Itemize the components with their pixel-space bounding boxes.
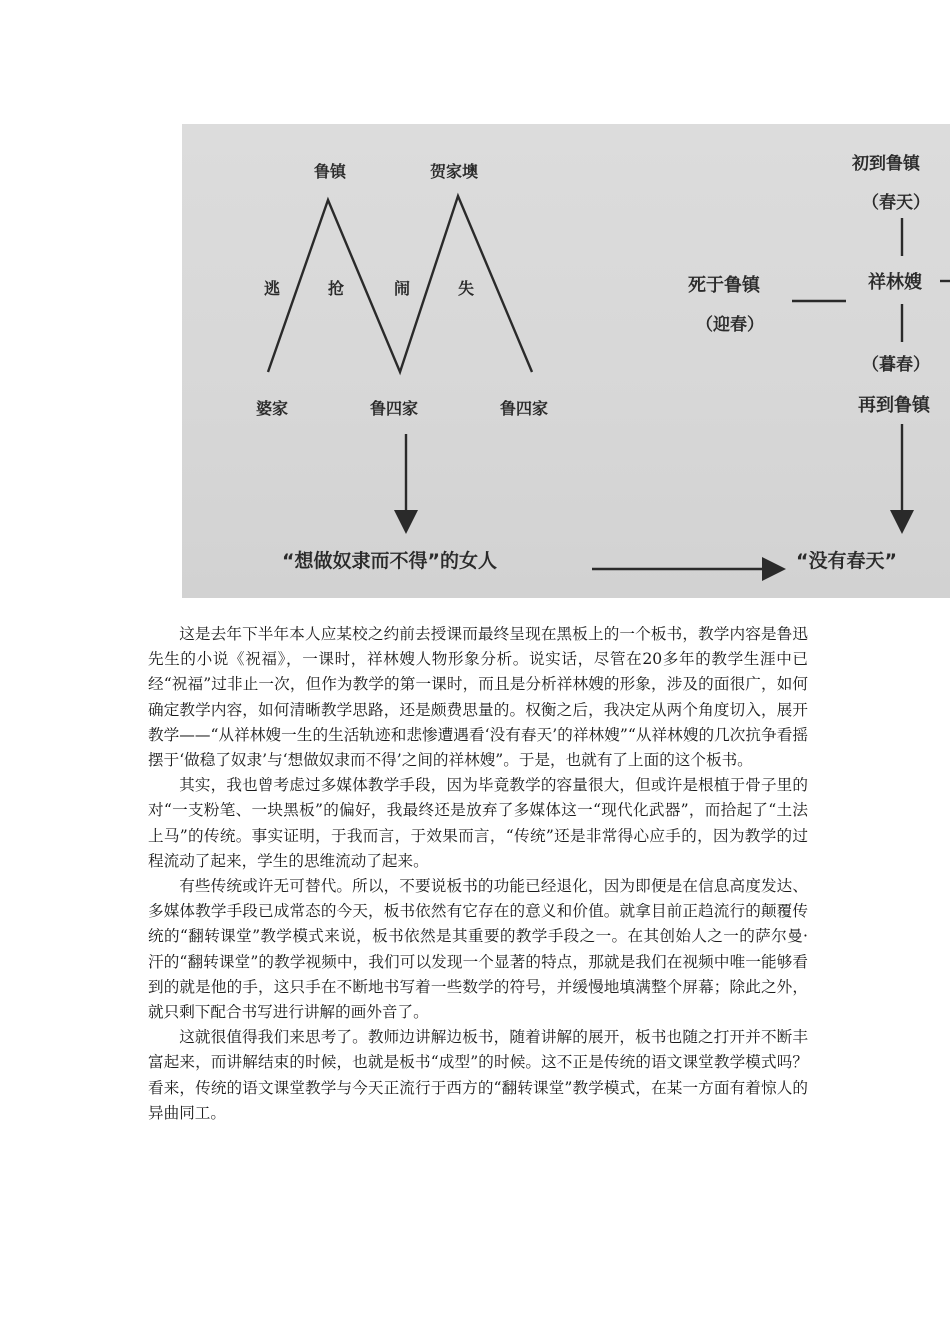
bottom-label-lusi-1: 鲁四家 bbox=[370, 399, 419, 418]
right-bottom: 再到鲁镇 bbox=[858, 395, 930, 416]
bottom-label-lusi-2: 鲁四家 bbox=[500, 399, 549, 418]
right-left-season: （迎春） bbox=[696, 315, 764, 335]
bottom-label-inlaws: 婆家 bbox=[256, 399, 289, 418]
edge-label-lose: 失 bbox=[458, 279, 475, 298]
paragraph-3: 有些传统或许无可替代。所以，不要说板书的功能已经退化，因为即便是在信息高度发达、多媒体教学手段已成常态的今天，板书依然有它存在的意义和价值。就拿目前正趋流行的颠覆传统的“翻转课堂”教学模式来说，板书依然是其重要的教学手段之一。在其创始人之一的萨尔曼·汗的“翻转课堂”的教学视频中，我们可以发现一个显著的特点，那就是我们在视频中唯一能够看到的就是他的手，这只手在不断地书写着一些数学的符号，并缓慢地填满整个屏幕；除此之外，就只剩下配合书写进行讲解的画外音了。 bbox=[148, 877, 808, 1022]
paragraph-1: 这是去年下半年本人应某校之约前去授课而最终呈现在黑板上的一个板书，教学内容是鲁迅先生的小说《祝福》，一课时，祥林嫂人物形象分析。说实话，尽管在20多年的教学生涯中已经“祝福”过非止一次，但作为教学的第一课时，而且是分析祥林嫂的形象，涉及的面很广，如何确定教学内容，如何清晰教学思路，还是颇费思量的。权衡之后，我决定从两个角度切入，展开教学——“从祥林嫂一生的生活轨迹和悲惨遭遇看‘没有春天’的祥林嫂”“从祥林嫂的几次抗争看摇摆于‘做稳了奴隶’与‘想做奴隶而不得’之间的祥林嫂”。于是，也就有了上面的这个板书。 bbox=[148, 625, 808, 770]
top-label-hejiaao: 贺家墺 bbox=[430, 162, 479, 181]
edge-label-flee: 逃 bbox=[264, 279, 281, 298]
edge-label-fight: 闹 bbox=[394, 279, 411, 298]
paragraph-4: 这就很值得我们来思考了。教师边讲解边板书，随着讲解的展开，板书也随之打开并不断丰富起来，而讲解结束的时候，也就是板书“成型”的时候。这不正是传统的语文课堂教学模式吗？看来，传统的语文课堂教学与今天正流行于西方的“翻转课堂”教学模式，在某一方面有着惊人的异曲同工。 bbox=[148, 1028, 808, 1122]
right-center: 祥林嫂 bbox=[868, 272, 922, 293]
paragraph-2: 其实，我也曾考虑过多媒体教学手段，因为毕竟教学的容量很大，但或许是根植于骨子里的对“一支粉笔、一块黑板”的偏好，我最终还是放弃了多媒体这一“现代化武器”，而拾起了“土法上马”的传统。事实证明，于我而言，于效果而言，“传统”还是非常得心应手的，因为教学的过程流动了起来，学生的思维流动了起来。 bbox=[148, 776, 808, 870]
right-top: 初到鲁镇 bbox=[852, 154, 920, 174]
blackboard-photo bbox=[182, 124, 950, 598]
right-top-season: （春天） bbox=[862, 193, 930, 213]
right-left: 死于鲁镇 bbox=[688, 275, 760, 296]
edge-label-grab: 抢 bbox=[328, 279, 345, 298]
right-bottom-season: （暮春） bbox=[862, 355, 930, 375]
blackboard-diagram bbox=[182, 124, 950, 598]
conclusion-left: “想做奴隶而不得”的女人 bbox=[282, 550, 497, 572]
article-body bbox=[148, 622, 808, 1126]
conclusion-right: “没有春天” bbox=[796, 550, 897, 572]
top-label-luzhen: 鲁镇 bbox=[314, 162, 347, 181]
